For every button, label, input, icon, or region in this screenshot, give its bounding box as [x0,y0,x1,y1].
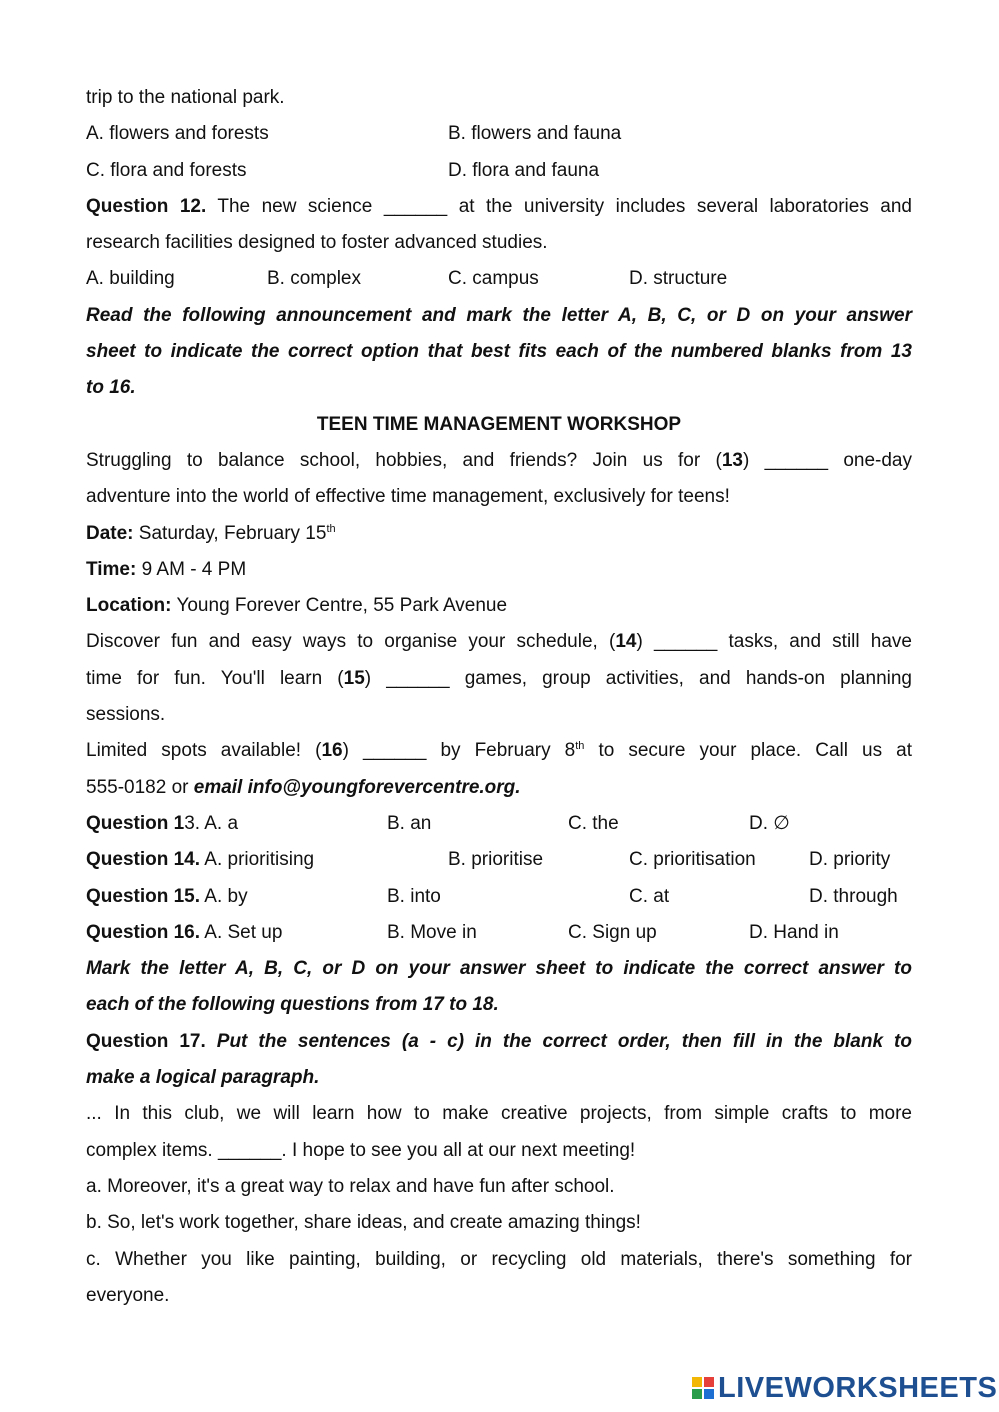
q17-sentence-c-1: c. Whether you like painting, building, or recycling old materials, there's something for [86,1248,912,1270]
p3-text-d: 555-0182 or [86,776,194,798]
p2-text-c: time for fun. You'll learn ( [86,667,344,689]
q15-label: Question 15. [86,885,201,907]
q12-text-2: research facilities designed to foster advanced studies. [86,232,548,254]
announcement-location [86,588,912,624]
q11-options-row-2 [86,153,912,189]
q17-line-1 [86,1024,912,1060]
announcement-p2-line-3: sessions. [86,704,166,726]
q14-option-a [86,842,314,878]
q17-passage-1: ... In this club, we will learn how to make creative projects, from simple crafts to more [86,1103,912,1125]
p3-sup: th [575,740,585,753]
q16-label: Question 16. [86,921,201,943]
q13-label: Question 1 [86,812,185,834]
q16-option-a [86,915,282,951]
q15-a-text: A. by [204,885,248,907]
q17-passage-2: complex items. ______. I hope to see you all at our next meeting! [86,1139,636,1161]
q12-label: Question 12. [86,195,207,217]
date-value: Saturday, February 15 [138,522,327,544]
q14-option-d: D. priority [809,849,891,871]
q14-option-b: B. prioritise [448,849,544,871]
announcement-p2-line-2 [86,661,912,697]
q12-option-d: D. structure [629,268,728,290]
contact-email: email info@youngforevercentre.org. [193,776,521,798]
time-value: 9 AM - 4 PM [141,558,247,580]
q16-a-text: A. Set up [204,921,283,943]
q11-options-row-1 [86,116,912,152]
q17-label: Question 17. [86,1030,206,1052]
location-label: Location: [86,595,172,617]
p3-text-c: to secure your place. Call us at [584,740,912,762]
blank-number-14: 14 [615,631,637,653]
instruction-17-18-line-2: each of the following questions from 17 to 18. [86,994,499,1016]
q11-option-d: D. flora and fauna [448,159,600,181]
q11-tail: trip to the national park. [86,87,285,108]
q17-sentence-c-2: everyone. [86,1284,170,1306]
q13-rest: 3. A. a [184,812,239,834]
announcement-p3-line-2 [86,770,912,806]
time-label: Time: [86,558,137,580]
q14-a-text: A. prioritising [204,849,315,871]
blank-number-16: 16 [321,740,343,762]
q13-option-b: B. an [387,812,432,834]
q13-option-a [86,806,238,842]
q11-option-b: B. flowers and fauna [448,123,622,145]
announcement-title: TEEN TIME MANAGEMENT WORKSHOP [316,413,682,435]
p2-text-a: Discover fun and easy ways to organise your schedule, ( [86,631,616,653]
q16-row [86,915,912,951]
q16-option-c: C. Sign up [568,921,657,943]
announcement-p1-line-1 [86,443,912,479]
q13-row [86,806,912,842]
announcement-time [86,552,912,588]
date-label: Date: [86,522,134,544]
q15-option-a [86,879,248,915]
q14-option-c: C. prioritisation [629,849,756,871]
q12-option-a: A. building [86,268,175,290]
p3-text-a: Limited spots available! ( [86,740,322,762]
p1-text-a: Struggling to balance school, hobbies, and friends? Join us for ( [86,449,722,471]
announcement-p2-line-1 [86,624,912,660]
logo-text: LIVEWORKSHEETS [718,1371,998,1404]
q15-option-c: C. at [629,885,670,907]
q16-option-b: B. Move in [387,921,477,943]
q14-label: Question 14. [86,849,201,871]
announcement-p1-line-2: adventure into the world of effective time management, exclusively for teens! [86,486,730,508]
instruction-13-16-line-3: to 16. [86,377,136,399]
p2-text-d: ) ______ games, group activities, and hands-on planning [364,667,912,689]
p3-text-b: ) ______ by February 8 [342,740,576,762]
q13-option-d: D. ∅ [749,812,790,834]
q15-option-d: D. through [809,885,898,907]
q12-line-1 [86,189,912,225]
logo-blocks-icon [692,1377,714,1399]
instruction-13-16-line-2: sheet to indicate the correct option that best fits each of the numbered blanks from 13 [86,341,912,363]
q12-option-c: C. campus [448,268,539,290]
q11-option-c: C. flora and forests [86,159,247,181]
date-sup: th [326,522,336,535]
location-value: Young Forever Centre, 55 Park Avenue [176,595,508,617]
q17-sentence-b: b. So, let's work together, share ideas, and create amazing things! [86,1212,641,1234]
q11-option-a: A. flowers and forests [86,123,269,145]
q16-option-d: D. Hand in [749,921,839,943]
worksheet-page [86,80,912,1314]
q13-option-c: C. the [568,812,619,834]
p2-text-b: ) ______ tasks, and still have [636,631,912,653]
q12-text-1: The new science ______ at the university includes several laboratories and [217,195,913,217]
q17-prompt-1: Put the sentences (a - c) in the correct order, then fill in the blank to [216,1030,912,1052]
announcement-p3-line-1 [86,733,912,769]
q12-options [86,261,912,297]
q17-prompt-2: make a logical paragraph. [86,1067,320,1089]
q17-sentence-a: a. Moreover, it's a great way to relax and have fun after school. [86,1175,615,1197]
instruction-17-18-line-1: Mark the letter A, B, C, or D on your answer sheet to indicate the correct answer to [86,958,912,980]
p1-text-b: ) ______ one-day [742,449,912,471]
q12-option-b: B. complex [267,268,361,290]
q15-row [86,879,912,915]
q14-row [86,842,912,878]
blank-number-15: 15 [343,667,365,689]
announcement-date [86,516,912,552]
q15-option-b: B. into [387,885,441,907]
instruction-13-16-line-1: Read the following announcement and mark the letter A, B, C, or D on your answer [86,304,912,326]
blank-number-13: 13 [721,449,743,471]
liveworksheets-logo [692,1372,997,1404]
